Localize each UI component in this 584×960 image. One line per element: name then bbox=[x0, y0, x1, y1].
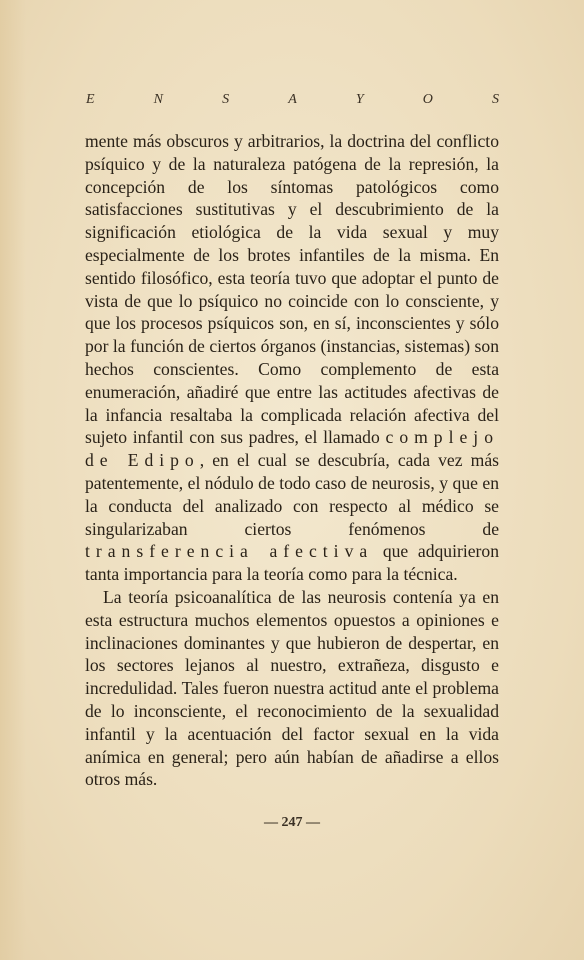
paragraph-2: La teoría psicoanalítica de las neurosis contenía ya en esta estructura muchos elementos opuestos a opiniones e inclinaciones dominantes y que hubieron de despertar, en los sectores lejanos al nuestro, extrañeza, disgusto e incredulidad. Tales fueron nuestra actitud ante el problema de lo inconsciente, el reconocimiento de la sexualidad infantil y la acentuación del factor sexual en la vida anímica en general; pero aún habían de añadirse a ellos otros más. bbox=[85, 586, 499, 790]
body-text bbox=[85, 130, 499, 791]
paragraph-1-part-c: que adquirieron tanta importancia para la teoría como para la técnica. bbox=[85, 541, 499, 585]
paragraph-1-part-b: , en el cual se descubría, cada vez más patentemente, el nódulo de todo caso de neurosis, y que en la conducta del analizado con respecto al médico se singularizaban ciertos fenómenos de bbox=[85, 450, 499, 539]
page-number: — 247 — bbox=[264, 815, 320, 830]
header-letter: S bbox=[491, 92, 500, 107]
header-letter: N bbox=[153, 92, 164, 107]
running-header bbox=[86, 92, 500, 108]
term-transferencia-afectiva: transferencia afectiva bbox=[85, 541, 374, 562]
header-letter: Y bbox=[355, 92, 365, 107]
header-letter: O bbox=[422, 92, 434, 107]
paragraph-1-part-a: mente más obscuros y arbitrarios, la doctrina del conflicto psíquico y de la naturaleza patógena de la represión, la concepción de los síntomas patológicos como satisfacciones sustitutivas y el descubrimiento de la significación etiológica de la vida sexual y muy especialmente de los brotes infantiles de la misma. En sentido filosófico, esta teoría tuvo que adoptar el punto de vista de que lo psíquico no coincide con lo consciente, y que los procesos psíquicos son, en sí, inconscientes y sólo por la función de ciertos órganos (instancias, sistemas) son hechos conscientes. Como complemento de esta enumeración, añadiré que entre las actitudes afectivas de la infancia resaltaba la complicada relación afectiva del sujeto infantil con sus padres, el llamado bbox=[85, 131, 499, 448]
paragraph-1 bbox=[85, 130, 499, 586]
header-letter: E bbox=[86, 92, 96, 107]
term-complejo-de-edipo: complejo de Edipo bbox=[85, 427, 499, 471]
header-letter: A bbox=[288, 92, 298, 107]
header-letter: S bbox=[222, 92, 231, 107]
